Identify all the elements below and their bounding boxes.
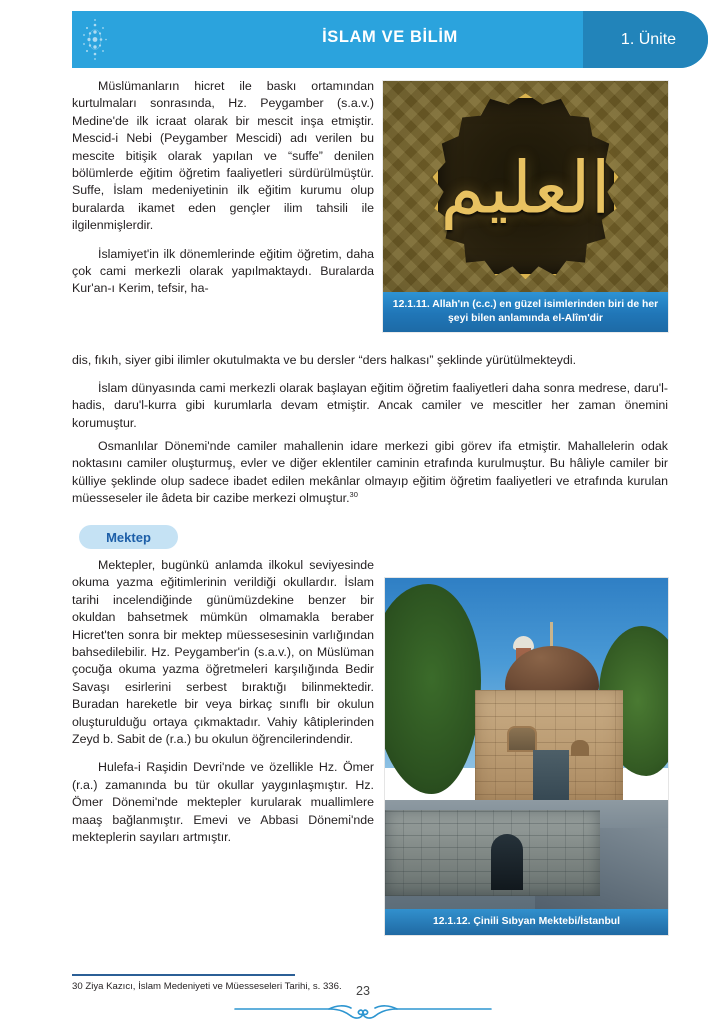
figure-caption: 12.1.11. Allah'ın (c.c.) en güzel isimlerinden biri de her şeyi bilen anlamında el-Alîm'dir <box>383 292 668 332</box>
footer-flourish-icon <box>233 1000 493 1022</box>
photo-window <box>507 726 537 752</box>
paragraph-mektepler: Mektepler, bugünkü anlamda ilkokul seviyesinde okuma yazma eğitimlerinin verildiği okullardır. İslam tarihi incelendiğinde günümüzdekine benzer bir okuldan bahsetmek mümkün olmamakla beraber Hicret'ten sonra bir mektep müessesesinin varlığından bahsedilebilir. Hz. Peygamber'in (s.a.v.), on Müslüman çocuğa okuma yazma öğretmeleri karşılığında Bedir Savaşı esirlerini serbest bıraktığı bilinmektedir. Buradan hareketle bir veya birkaç sınıflı bir okulun oluşturulduğu ortaya çıkmaktadır. Vahiy kâtiplerinden Zeyd b. Sabit de (r.a.) bu okulun öğrencilerindendir. <box>72 558 374 747</box>
figure-cinili-mektep <box>385 578 668 935</box>
page-title: İSLAM VE BİLİM <box>322 28 458 46</box>
calligraphy-artwork <box>383 81 668 296</box>
page-number: 23 <box>355 984 370 998</box>
figure-calligraphy <box>383 81 668 332</box>
calligraphy-text: العليم <box>440 145 611 230</box>
paragraph-cami-merkezli-start: İslamiyet'in ilk dönemlerinde eğitim öğretim, daha çok cami merkezli olarak yapılmaktaydı. Buralarda Kur'an-ı Kerim, tefsir, ha- <box>72 246 374 296</box>
paragraph-suffe: Müslümanların hicret ile baskı ortamından kurtulmaları sonrasında, Hz. Peygamber (s.a.v.) Medine'de ilk icraat olarak bir mescit inşa etmiştir. Mescid-i Nebi (Peygamber Mescidi) adı verilen bu mescite bitişik olarak yapılan ve “suffe” denilen bölümlerde eğitim öğretim faaliyetleri sürdürülmüştür. Suffe, İslam medeniyetinin ilk eğitim kurumu olup buralarda ikamet eden gençler ilim tahsili ile ilgilenmişlerdir. <box>72 79 374 233</box>
paragraph-osmanlilar-text: Osmanlılar Dönemi'nde camiler mahallenin idare merkezi gibi görev ifa etmiştir. Mahallelerin odak noktasını camiler oluşturmuş, evler ve diğer eklentiler caminin etrafında kurulmuştur. Bu hâliyle camiler bir külliye şeklinde olup sadece ibadet edilen mekânlar olmayıp eğitim öğretim faaliyetleri ve etrafında kurulan müesseseler ile âdeta bir cazibe merkezi olmuştur. <box>72 439 668 506</box>
photo-arched-gate <box>491 834 523 890</box>
footnote-rule <box>72 974 295 976</box>
footnote-text: 30 Ziya Kazıcı, İslam Medeniyeti ve Müesseseleri Tarihi, s. 336. <box>72 981 342 992</box>
left-column-text <box>72 78 374 309</box>
paragraph-cami-merkezli-wrap: dis, fıkıh, siyer gibi ilimler okutulmakta ve bu dersler “ders halkası” şeklinde yürütülmekteydi. <box>72 353 577 367</box>
footnote-marker: 30 <box>349 490 358 500</box>
photo-dome-finial <box>550 622 553 648</box>
paragraph-islam-dunyasinda: İslam dünyasında cami merkezli olarak başlayan eğitim öğretim faaliyetleri daha sonra medrese, daru'l-hadis, daru'l-kurra gibi kurumlarla devam etmiştir. Ancak camiler ve mescitler her zaman önemini korumuştur. <box>72 381 668 430</box>
unit-tab[interactable]: 1. Ünite <box>583 11 708 68</box>
paragraph-hulefa-i-rasidin: Hulefa-i Raşidin Devri'nde ve özellikle Hz. Ömer (r.a.) zamanında bu tür okullar yaygınlaşmıştır. Hz. Ömer Dönemi'nde mektepler kurularak muallimlere maaş bağlanmıştır. Emevi ve Abbasi Dönemi'nde mekteplerin sayıları artmıştır. <box>72 760 374 845</box>
paragraph-osmanlilar-donemi <box>72 438 668 508</box>
photo-window-small <box>571 740 589 756</box>
figure-caption: 12.1.12. Çinili Sıbyan Mektebi/İstanbul <box>385 909 668 935</box>
mektep-column-text <box>72 557 374 858</box>
section-heading-mektep: Mektep <box>79 525 178 549</box>
